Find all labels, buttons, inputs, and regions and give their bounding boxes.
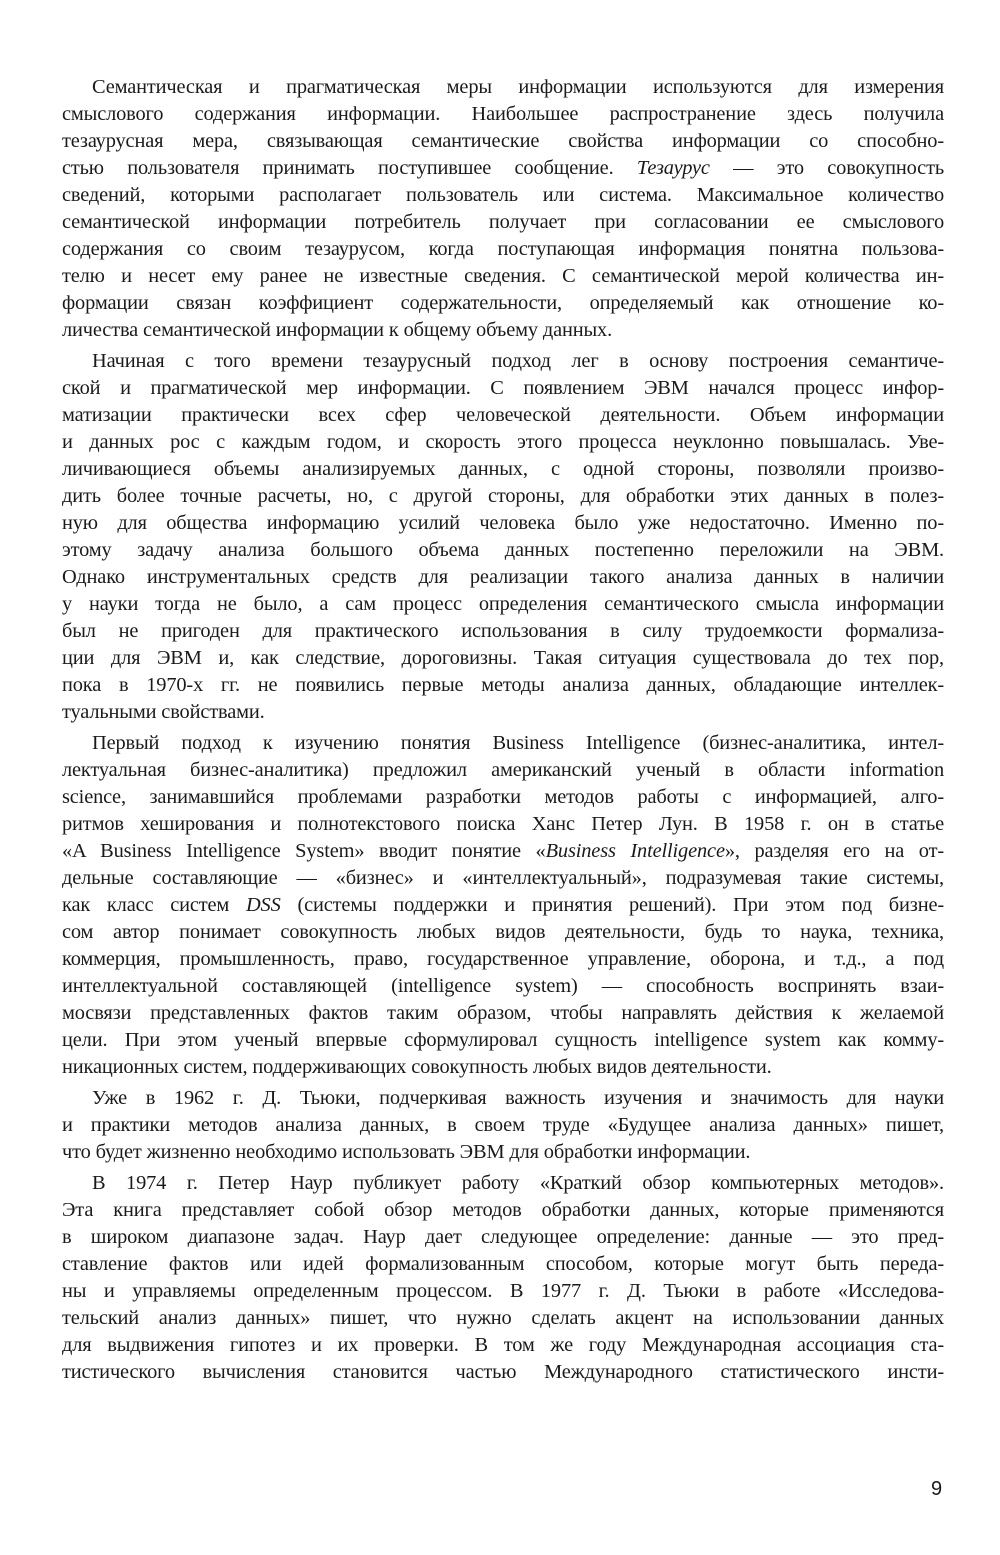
text-line: ской и прагматической мер информации. С появлением ЭВМ начался процесс инфор-	[62, 377, 944, 399]
text-line: сведений, которыми располагает пользователь или система. Максимальное количество	[62, 184, 944, 206]
text-line: в широком диапазоне задач. Наур дает следующее определение: данные — это пред-	[62, 1226, 944, 1248]
paragraph	[62, 1170, 944, 1386]
page-body	[62, 74, 944, 1390]
text-line: Однако инструментальных средств для реализации такого анализа данных в наличии	[62, 566, 944, 588]
text-line: мосвязи представленных фактов таким образом, чтобы направлять действия к желаемой	[62, 1002, 944, 1024]
text-segment: — это совокупность	[709, 157, 944, 179]
text-line: ставление фактов или идей формализованным способом, которые могут быть переда-	[62, 1253, 944, 1275]
text-line: интеллектуальной составляющей (intelligence system) — способность воспринять взаи-	[62, 975, 944, 997]
text-segment: », разделяя его на от-	[724, 840, 944, 862]
text-line: сом автор понимает совокупность любых видов деятельности, будь то наука, техника,	[62, 921, 944, 943]
text-line: и данных рос с каждым годом, и скорость этого процесса неуклонно повышалась. Уве-	[62, 431, 944, 453]
text-line: этому задачу анализа большого объема данных постепенно переложили на ЭВМ.	[62, 539, 944, 561]
text-line: формации связан коэффициент содержательности, определяемый как отношение ко-	[62, 292, 944, 314]
text-line: лектуальная бизнес-аналитика) предложил американский ученый в области information	[62, 759, 944, 781]
text-line: Первый подход к изучению понятия Business Intelligence (бизнес-аналитика, интел-	[92, 732, 944, 754]
italic-term: Тезаурус	[636, 157, 710, 179]
paragraph	[62, 730, 944, 1081]
paragraph	[62, 348, 944, 726]
text-line: и практики методов анализа данных, в своем труде «Будущее анализа данных» пишет,	[62, 1114, 944, 1136]
text-segment: (системы поддержки и принятия решений). При этом под бизне-	[280, 894, 944, 916]
text-line	[62, 155, 944, 182]
text-segment: как класс систем	[62, 894, 246, 916]
italic-term: Business Intelligence	[545, 840, 725, 862]
text-line	[62, 892, 944, 919]
text-line	[62, 838, 944, 865]
text-line: дельные составляющие — «бизнес» и «интеллектуальный», подразумевая такие системы,	[62, 867, 944, 889]
text-line: цели. При этом ученый впервые сформулировал сущность intelligence system как комму-	[62, 1029, 944, 1051]
text-line: тезаурусная мера, связывающая семантические свойства информации со способно-	[62, 130, 944, 152]
text-line: дить более точные расчеты, но, с другой стороны, для обработки этих данных в полез-	[62, 485, 944, 507]
text-line: Эта книга представляет собой обзор методов обработки данных, которые применяются	[62, 1199, 944, 1221]
text-line: ции для ЭВМ и, как следствие, дороговизны. Такая ситуация существовала до тех пор,	[62, 647, 944, 669]
text-line: ны и управляемы определенным процессом. В 1977 г. Д. Тьюки в работе «Исследова-	[62, 1280, 944, 1302]
text-line: Семантическая и прагматическая меры информации используются для измерения	[92, 76, 944, 98]
text-line: личества семантической информации к общему объему данных.	[62, 319, 613, 341]
page-number: 9	[931, 1478, 943, 1500]
text-line: у науки тогда не было, а сам процесс определения семантического смысла информации	[62, 593, 944, 615]
text-line: тистического вычисления становится частью Международного статистического инсти-	[62, 1361, 944, 1383]
text-line: пока в 1970-х гг. не появились первые методы анализа данных, обладающие интеллек-	[62, 674, 944, 696]
text-line: семантической информации потребитель получает при согласовании ее смыслового	[62, 211, 944, 233]
text-line: ную для общества информацию усилий человека было уже недостаточно. Именно по-	[62, 512, 944, 534]
text-line: science, занимавшийся проблемами разработки методов работы с информацией, алго-	[62, 786, 944, 808]
text-line: В 1974 г. Петер Наур публикует работу «Краткий обзор компьютерных методов».	[92, 1172, 944, 1194]
text-line: содержания со своим тезаурусом, когда поступающая информация понятна пользова-	[62, 238, 944, 260]
text-line: что будет жизненно необходимо использовать ЭВМ для обработки информации.	[62, 1141, 751, 1163]
text-line: смыслового содержания информации. Наибольшее распространение здесь получила	[62, 103, 944, 125]
text-line: тельский анализ данных» пишет, что нужно сделать акцент на использовании данных	[62, 1307, 944, 1329]
paragraph	[62, 74, 944, 344]
text-line: матизации практически всех сфер человеческой деятельности. Объем информации	[62, 404, 944, 426]
text-line: Уже в 1962 г. Д. Тьюки, подчеркивая важность изучения и значимость для науки	[92, 1087, 944, 1109]
italic-term: DSS	[245, 894, 281, 916]
text-line: личивающиеся объемы анализируемых данных, с одной стороны, позволяли произво-	[62, 458, 944, 480]
text-line: Начиная с того времени тезаурусный подход лег в основу построения семантиче-	[92, 350, 944, 372]
text-segment: стью пользователя принимать поступившее сообщение.	[62, 157, 637, 179]
text-line: для выдвижения гипотез и их проверки. В том же году Международная ассоциация ста-	[62, 1334, 944, 1356]
text-line: никационных систем, поддерживающих совокупность любых видов деятельности.	[62, 1056, 772, 1078]
text-line: ритмов хеширования и полнотекстового поиска Ханс Петер Лун. В 1958 г. он в статье	[62, 813, 944, 835]
text-line: телю и несет ему ранее не известные сведения. С семантической мерой количества ин-	[62, 265, 944, 287]
text-line: был не пригоден для практического использования в силу трудоемкости формализа-	[62, 620, 944, 642]
text-segment: «A Business Intelligence System» вводит понятие «	[62, 840, 546, 862]
text-line: туальными свойствами.	[62, 701, 265, 723]
text-line: коммерция, промышленность, право, государственное управление, оборона, и т.д., а под	[62, 948, 944, 970]
paragraph	[62, 1085, 944, 1166]
